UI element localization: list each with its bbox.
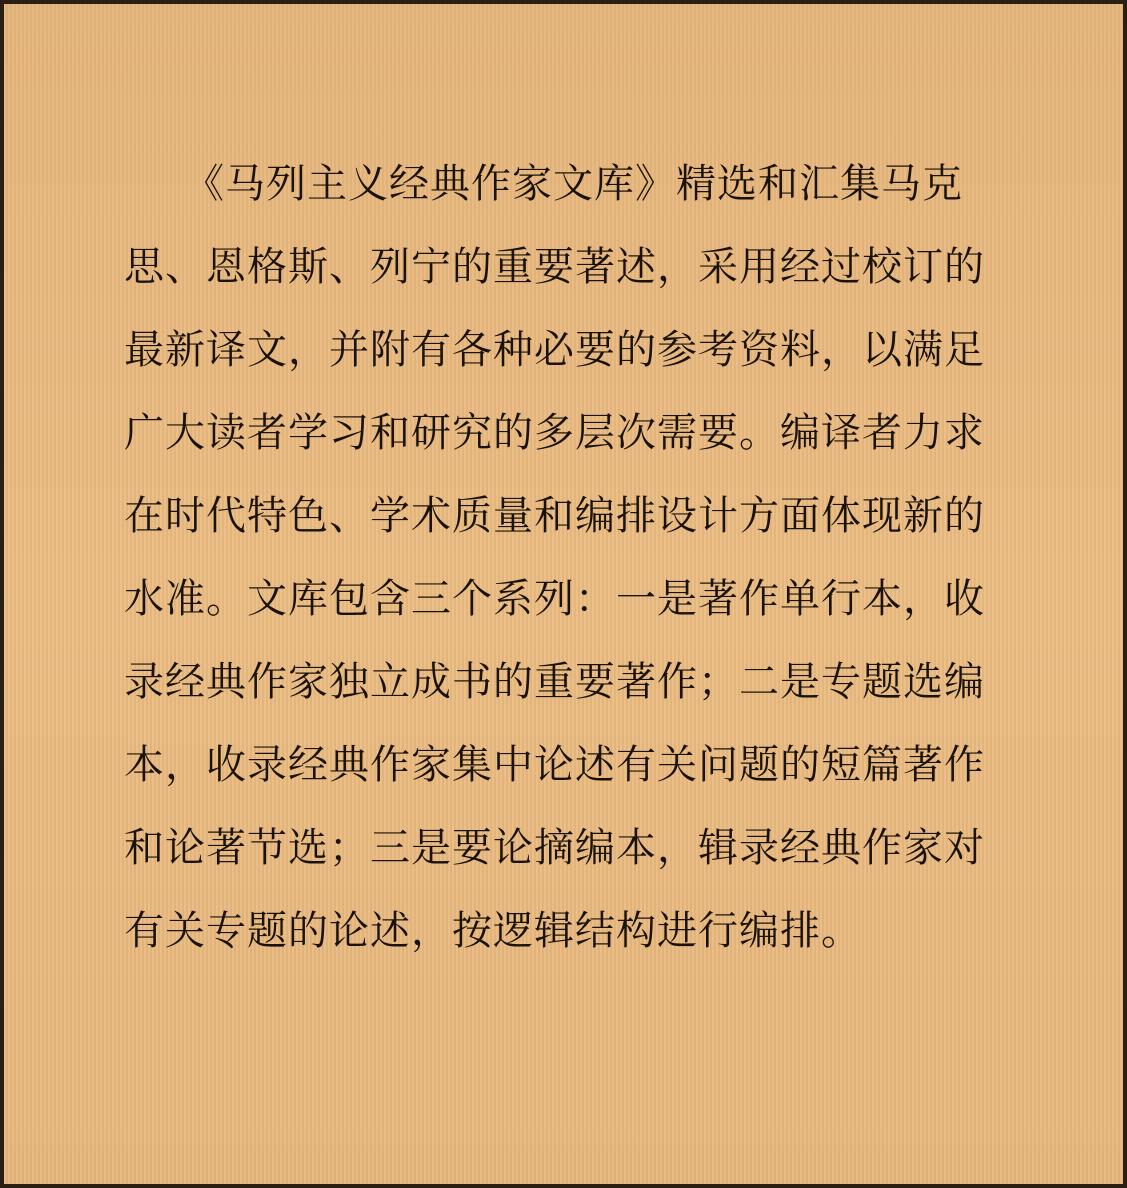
paragraph-line: 《马列主义经典作家文库》精选和汇集马克: [184, 161, 963, 207]
paragraph-line: 广大读者学习和研究的多层次需要。编译者力求: [124, 410, 985, 456]
paragraph-line: 思、恩格斯、列宁的重要著述，采用经过校订的: [124, 244, 985, 290]
paragraph-line: 本，收录经典作家集中论述有关问题的短篇著作: [124, 742, 985, 788]
paragraph-line: 和论著节选；三是要论摘编本，辑录经典作家对: [124, 825, 985, 871]
paragraph-line: 最新译文，并附有各种必要的参考资料，以满足: [124, 327, 985, 373]
description-paragraph: [124, 154, 994, 984]
paragraph-line: 录经典作家独立成书的重要著作；二是专题选编: [124, 659, 985, 705]
paragraph-line: 在时代特色、学术质量和编排设计方面体现新的: [124, 493, 985, 539]
paragraph-line: 水准。文库包含三个系列：一是著作单行本，收: [124, 576, 985, 622]
paragraph-line: 有关专题的论述，按逻辑结构进行编排。: [124, 908, 862, 954]
